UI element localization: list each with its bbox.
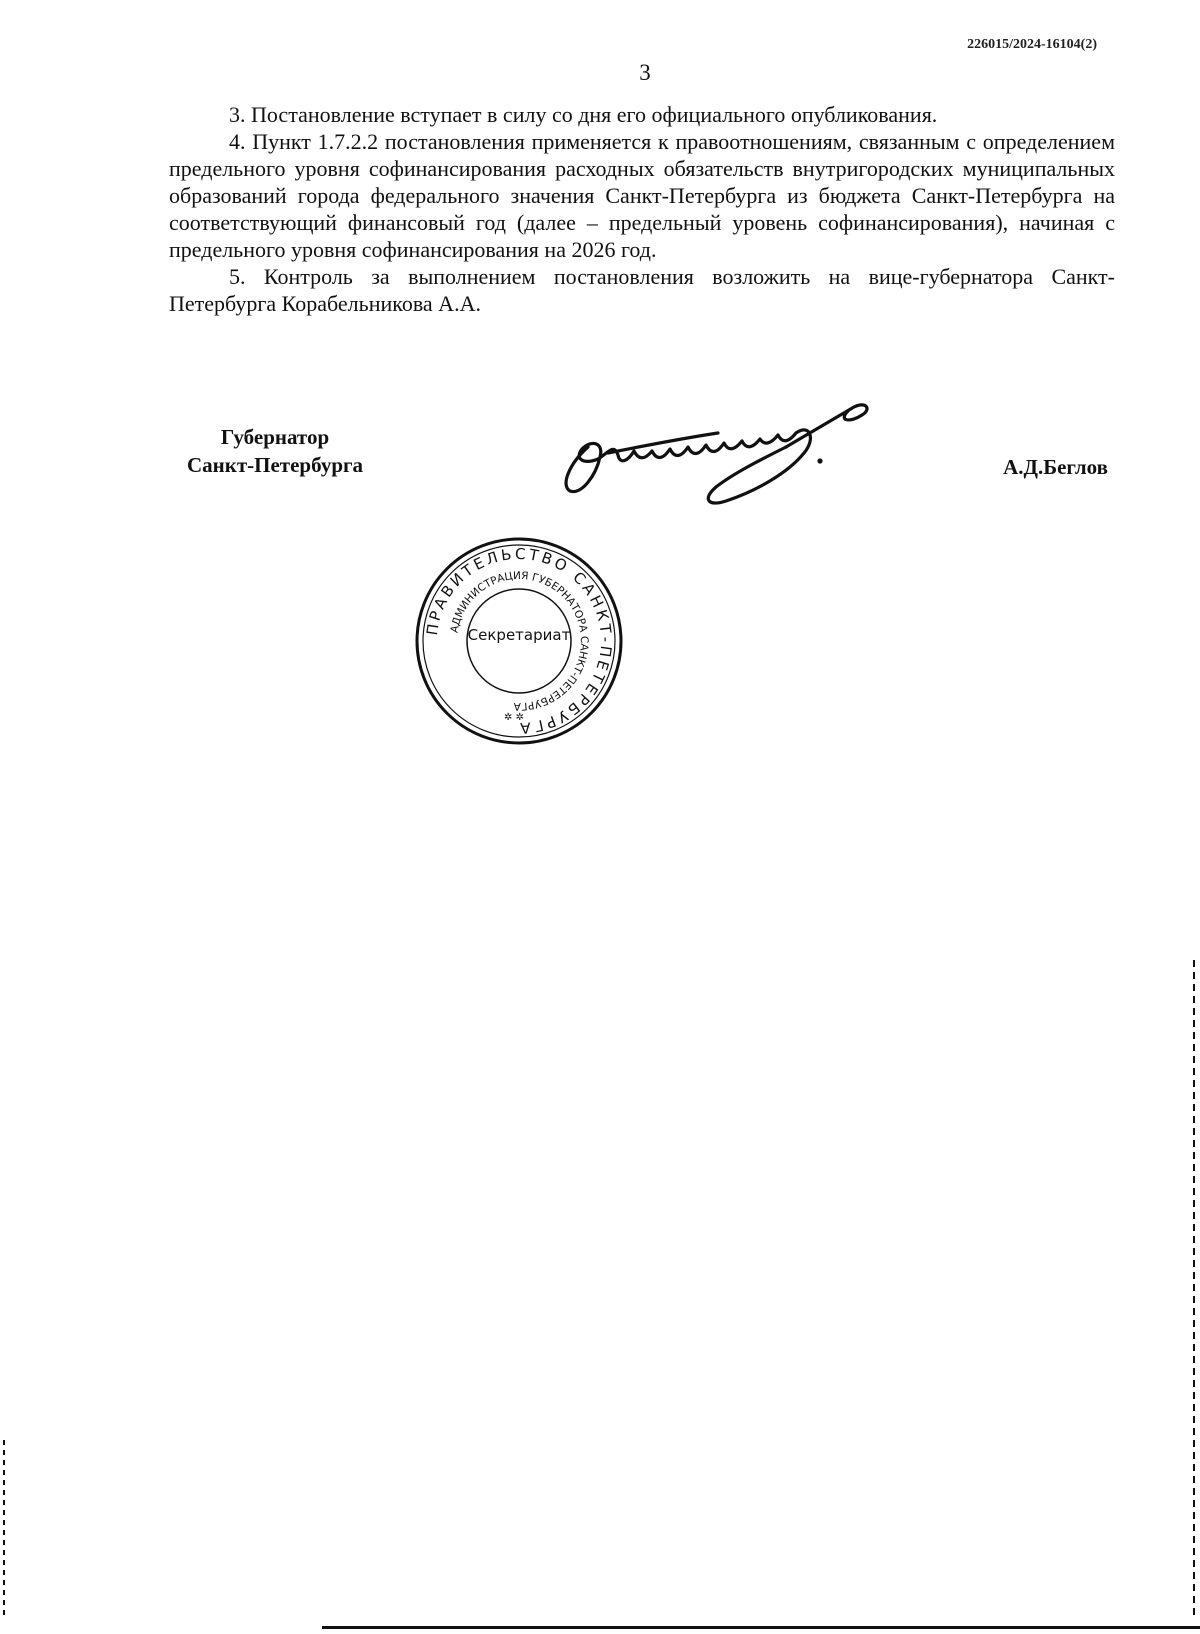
paragraph-5: 5. Контроль за выполнением постановления возложить на вице-губернатора Санкт-Петербурга Корабельникова А.А. (169, 264, 1115, 316)
seal-inner-ring-text: АДМИНИСТРАЦИЯ ГУБЕРНАТОРА САНКТ-ПЕТЕРБУРГА (448, 569, 591, 713)
scan-edge-left (3, 1440, 5, 1620)
document-registration-number: 226015/2024-16104(2) (967, 37, 1097, 52)
scan-edge-right (1193, 960, 1195, 1620)
signatory-title-line-1: Губернатор (220, 425, 330, 449)
seal-star-ornament: ✲ ✲ (504, 712, 524, 723)
paragraph-3: 3. Постановление вступает в силу со дня его официального опубликования. (229, 102, 938, 127)
handwritten-signature (548, 395, 918, 515)
signatory-title (170, 423, 380, 479)
page-number: 3 (639, 60, 651, 85)
seal-center-label: Секретариат (467, 626, 571, 644)
scan-edge-bottom (322, 1626, 1200, 1629)
signatory-title-line-2: Санкт-Петербурга (186, 453, 364, 477)
signatory-name: А.Д.Беглов (1003, 455, 1108, 479)
document-body (169, 101, 1115, 317)
seal-outer-ring-text: ПРАВИТЕЛЬСТВО САНКТ-ПЕТЕРБУРГА (423, 544, 616, 738)
paragraph-4: 4. Пункт 1.7.2.2 постановления применяется к правоотношениям, связанным с определением предельного уровня софинансирования расходных обязательств внутригородских муниципальных образований города федерального значения Санкт-Петербурга из бюджета Санкт-Петербурга на соответствующий финансовый год (далее – предельный уровень софинансирования), начиная с предельного уровня софинансирования на 2026 год. (169, 129, 1115, 262)
